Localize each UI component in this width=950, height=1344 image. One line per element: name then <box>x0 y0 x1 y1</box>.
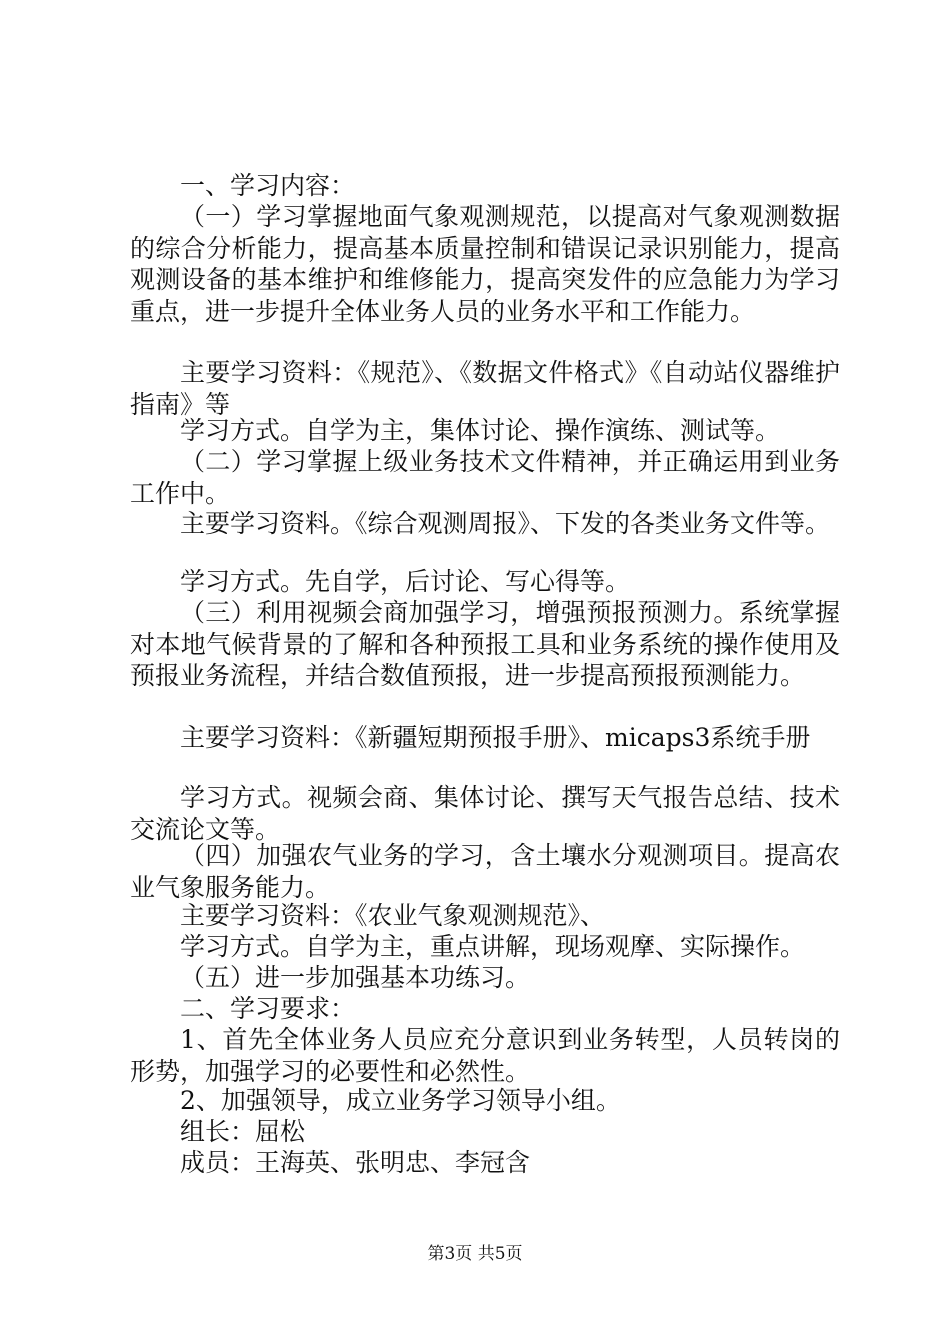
paragraph-materials-4: 主要学习资料：《农业气象观测规范》、 <box>180 901 606 930</box>
paragraph-method-1: 学习方式。自学为主，集体讨论、操作演练、测试等。 <box>180 416 781 445</box>
paragraph-item-1: （一）学习掌握地面气象观测规范，以提高对气象观测数据的综合分析能力，提高基本质量控制和错误记录识别能力，提高观测设备的基本维护和维修能力，提高突发件的应急能力为学习重点，进一步提升全体业务人员的业务水平和工作能力。 <box>130 202 840 326</box>
paragraph-materials-2: 主要学习资料。《综合观测周报》、下发的各类业务文件等。 <box>180 509 831 538</box>
paragraph-method-2: 学习方式。先自学，后讨论、写心得等。 <box>180 567 631 596</box>
paragraph-method-4: 学习方式。自学为主，重点讲解，现场观摩、实际操作。 <box>180 932 806 961</box>
paragraph-materials-1: 主要学习资料：《规范》、《数据文件格式》《自动站仪器维护指南》等 <box>130 358 840 419</box>
paragraph-item-5: （五）进一步加强基本功练习。 <box>180 963 531 992</box>
paragraph-item-2: （二）学习掌握上级业务技术文件精神，并正确运用到业务工作中。 <box>130 447 840 508</box>
paragraph-method-3: 学习方式。视频会商、集体讨论、撰写天气报告总结、技术交流论文等。 <box>130 783 840 844</box>
heading-study-content: 一、学习内容： <box>180 171 356 200</box>
paragraph-group-members: 成员：王海英、张明忠、李冠含 <box>180 1148 531 1177</box>
paragraph-item-3: （三）利用视频会商加强学习，增强预报预测力。系统掌握对本地气候背景的了解和各种预报工具和业务系统的操作使用及预报业务流程，并结合数值预报，进一步提高预报预测能力。 <box>130 598 840 690</box>
paragraph-requirement-1: 1、首先全体业务人员应充分意识到业务转型，人员转岗的形势，加强学习的必要性和必然性。 <box>130 1025 840 1086</box>
paragraph-materials-3: 主要学习资料：《新疆短期预报手册》、micaps3系统手册 <box>180 723 811 752</box>
paragraph-item-4: （四）加强农气业务的学习，含土壤水分观测项目。提高农业气象服务能力。 <box>130 841 840 902</box>
paragraph-requirement-2: 2、加强领导，成立业务学习领导小组。 <box>180 1086 621 1115</box>
paragraph-group-leader: 组长：屈松 <box>180 1117 306 1146</box>
page-footer: 第3页 共5页 <box>427 1244 523 1264</box>
heading-study-requirements: 二、学习要求： <box>180 994 356 1023</box>
